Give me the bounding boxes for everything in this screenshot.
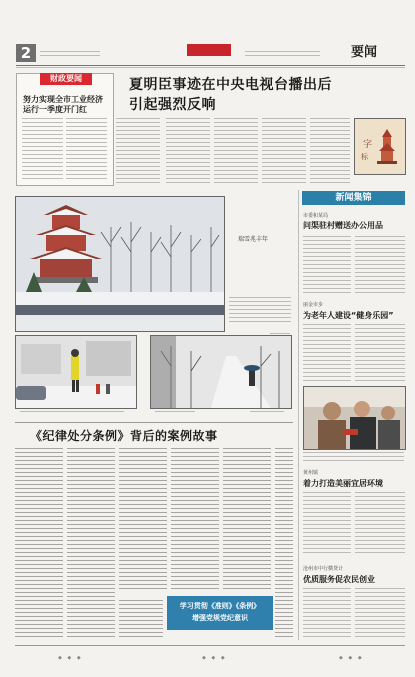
masthead-tag [187,44,231,56]
col2-body [116,118,160,184]
header-rule-thin [16,67,405,68]
news-item4-body-1 [303,588,351,638]
svg-text:标: 标 [361,153,368,161]
finance-headline: 努力实现全市工业经济运行一季度开门红 [23,95,103,114]
path-credit [250,411,284,414]
news-item1-body-1 [303,236,351,294]
news-item4-body-2 [355,588,405,638]
lead-body-1 [166,118,210,184]
news-divider [298,190,299,640]
case-body-6 [275,448,293,638]
lead-body-4 [310,118,350,184]
path-scene [151,336,291,408]
study-box-line2: 增强党规党纪意识 [192,614,248,622]
page-number: 2 [16,44,36,62]
lead-body-3 [262,118,306,184]
finance-body-2 [66,118,107,180]
traffic-photo [15,335,137,409]
dateline-text [40,51,100,56]
case-body-5 [223,448,271,590]
news-item4-kicker: 沧州市中行横贷计 [303,566,344,572]
case-headline: 《纪律处分条例》背后的案例故事 [30,429,218,443]
news-item2-headline: 为老年人建设“健身乐园” [303,311,394,320]
news-item2-body-2 [355,324,405,382]
temple-illustration [355,119,405,174]
section-title: 要闻 [351,45,378,60]
lead-headline-line2: 引起强烈反响 [129,97,216,113]
footer-ornament-right: ◆ ◆ ◆ [339,655,364,661]
news-item2-body-1 [303,324,351,382]
news-item3-body-1 [303,492,351,556]
news-photo [303,386,406,450]
case-rule [15,422,293,423]
lead-body-2 [214,118,258,184]
path-caption [155,411,195,414]
finance-body-1 [22,118,63,180]
case-body-7 [119,600,163,638]
news-item3-body-2 [355,492,405,556]
header-rule [16,65,405,66]
case-body-4 [171,448,219,590]
study-box-line1: 学习贯彻《准则》《条例》 [179,602,261,610]
news-item1-headline: 问渠驻村赠送办公用品 [303,221,383,230]
footer-rule [15,645,405,646]
case-body-2 [67,448,115,638]
temple-photo [354,118,406,175]
news-item1-kicker: 市委和某局 [303,213,329,219]
snow-pagoda-photo [15,196,225,332]
traffic-caption [20,411,124,414]
news-item2-kicker: 丽金市步 [303,302,324,308]
news-photo-caption [303,452,404,462]
footer-ornament-mid: ◆ ◆ ◆ [202,655,227,661]
snow-path-photo [150,335,292,409]
study-box [167,596,273,630]
svg-text:字: 字 [363,140,373,150]
lead-headline [129,75,364,115]
lead-headline-line1: 夏明臣事迹在中央电视台播出后 [129,77,332,93]
case-body-1 [15,448,63,638]
photo-title: 瑞雪兆丰年 [238,236,269,243]
news-item3-kicker: 黄州镇 [303,470,319,476]
snow-scene [16,197,224,331]
header-info-text [245,51,320,56]
finance-label: 财政要闻 [40,73,92,85]
case-body-3 [119,448,167,590]
news-item4-headline: 优质服务促农民创业 [303,575,375,584]
footer-ornament-left: ◆ ◆ ◆ [58,655,83,661]
photo-caption [229,297,291,325]
news-item1-body-2 [355,236,405,294]
traffic-scene [16,336,136,408]
people-scene [304,387,405,449]
news-item3-headline: 着力打造美丽宜居环境 [303,479,383,488]
news-section-band: 新闻集锦 [302,191,405,205]
